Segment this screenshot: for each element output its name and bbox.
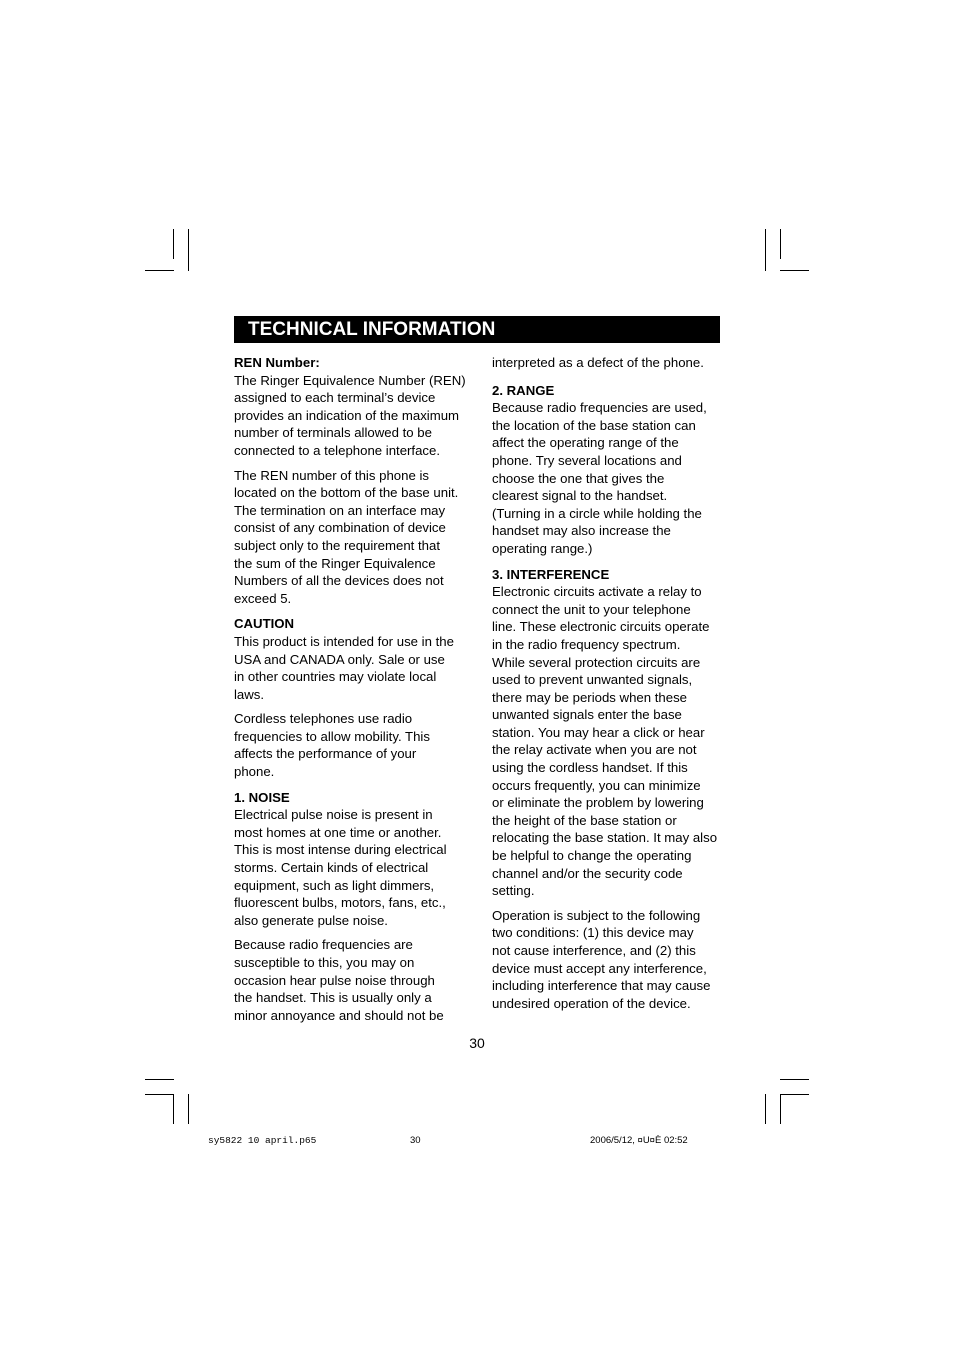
paragraph: This product is intended for use in the USA and CANADA only. Sale or use in other countries may violate local laws. xyxy=(234,633,454,702)
crop-mark xyxy=(173,229,174,259)
section-heading: 3. INTERFERENCE xyxy=(492,566,610,582)
paragraph: Because radio frequencies are used, the location of the base station can affect the operating range of the phone. Try several locations and choose the one that gives the clearest signal to the handset. (Turning in a circle while holding the handset may also increase the operating range.) xyxy=(492,400,707,556)
crop-mark xyxy=(188,229,189,271)
paragraph-continuation: interpreted as a defect of the phone. xyxy=(492,355,704,370)
page-number: 30 xyxy=(469,1035,485,1051)
paragraph: Electronic circuits activate a relay to connect the unit to your telephone line. These electronic circuits operate in the radio frequency spectrum. While several protection circuits are used to prevent unwanted signals, there may be periods when these unwanted signals enter the base station. You may hear a click or hear the relay activate when you are not using the cordless handset. If this occurs frequently, you can minimize or eliminate the problem by lowering the height of the base station or relocating the base station. It may also be helpful to change the operating channel and/or the security code setting. xyxy=(492,584,718,899)
crop-mark xyxy=(145,1079,174,1080)
footer-filename: sy5822 10 april.p65 xyxy=(208,1135,317,1146)
crop-mark xyxy=(145,1094,174,1095)
page-title: TECHNICAL INFORMATION xyxy=(234,316,720,343)
right-column xyxy=(492,354,724,1020)
crop-mark xyxy=(780,270,809,271)
noise-section xyxy=(234,789,466,1025)
crop-mark xyxy=(765,229,766,271)
crop-mark xyxy=(188,1094,189,1124)
section-heading: 1. NOISE xyxy=(234,789,290,805)
paragraph: The Ringer Equivalence Number (REN) assigned to each terminal’s device provides an indication of the maximum number of terminals allowed to be connected to a telephone interface. xyxy=(234,372,466,458)
crop-mark xyxy=(145,270,174,271)
paragraph: The REN number of this phone is located on the bottom of the base unit. The termination on an interface may consist of any combination of device subject only to the requirement that the sum of the Ringer Equivalence Numbers of all the devices does not exceed 5. xyxy=(234,467,459,606)
section-heading: REN Number: xyxy=(234,355,320,370)
interference-section xyxy=(492,566,724,1013)
crop-mark xyxy=(780,1094,781,1124)
paragraph: Because radio frequencies are susceptible to this, you may on occasion hear pulse noise through the handset. This is usually only a minor annoyance and should not be xyxy=(234,937,444,1023)
paragraph: Electrical pulse noise is present in most homes at one time or another. This is most intense during electrical storms. Certain kinds of electrical equipment, such as light dimmers, fluorescent bulbs, motors, fans, etc., also generate pulse noise. xyxy=(234,807,447,928)
section-heading: CAUTION xyxy=(234,616,295,632)
paragraph: Operation is subject to the following two conditions: (1) this device may not cause interference, and (2) this device must accept any interference, including interference that may cause undesired operation of the device. xyxy=(492,907,711,1011)
range-section xyxy=(492,382,724,558)
crop-mark xyxy=(765,1094,766,1124)
crop-mark xyxy=(780,1079,809,1080)
section-heading: 2. RANGE xyxy=(492,382,555,398)
crop-mark xyxy=(173,1094,174,1124)
crop-mark xyxy=(780,229,781,259)
footer-page: 30 xyxy=(410,1135,421,1146)
footer-date: 2006/5/12, ¤U¤È 02:52 xyxy=(590,1135,688,1146)
left-column xyxy=(234,354,466,1032)
caution-section xyxy=(234,615,466,780)
crop-mark xyxy=(780,1094,809,1095)
paragraph: Cordless telephones use radio frequencies to allow mobility. This affects the performance of your phone. xyxy=(234,711,430,780)
ren-section xyxy=(234,354,466,607)
